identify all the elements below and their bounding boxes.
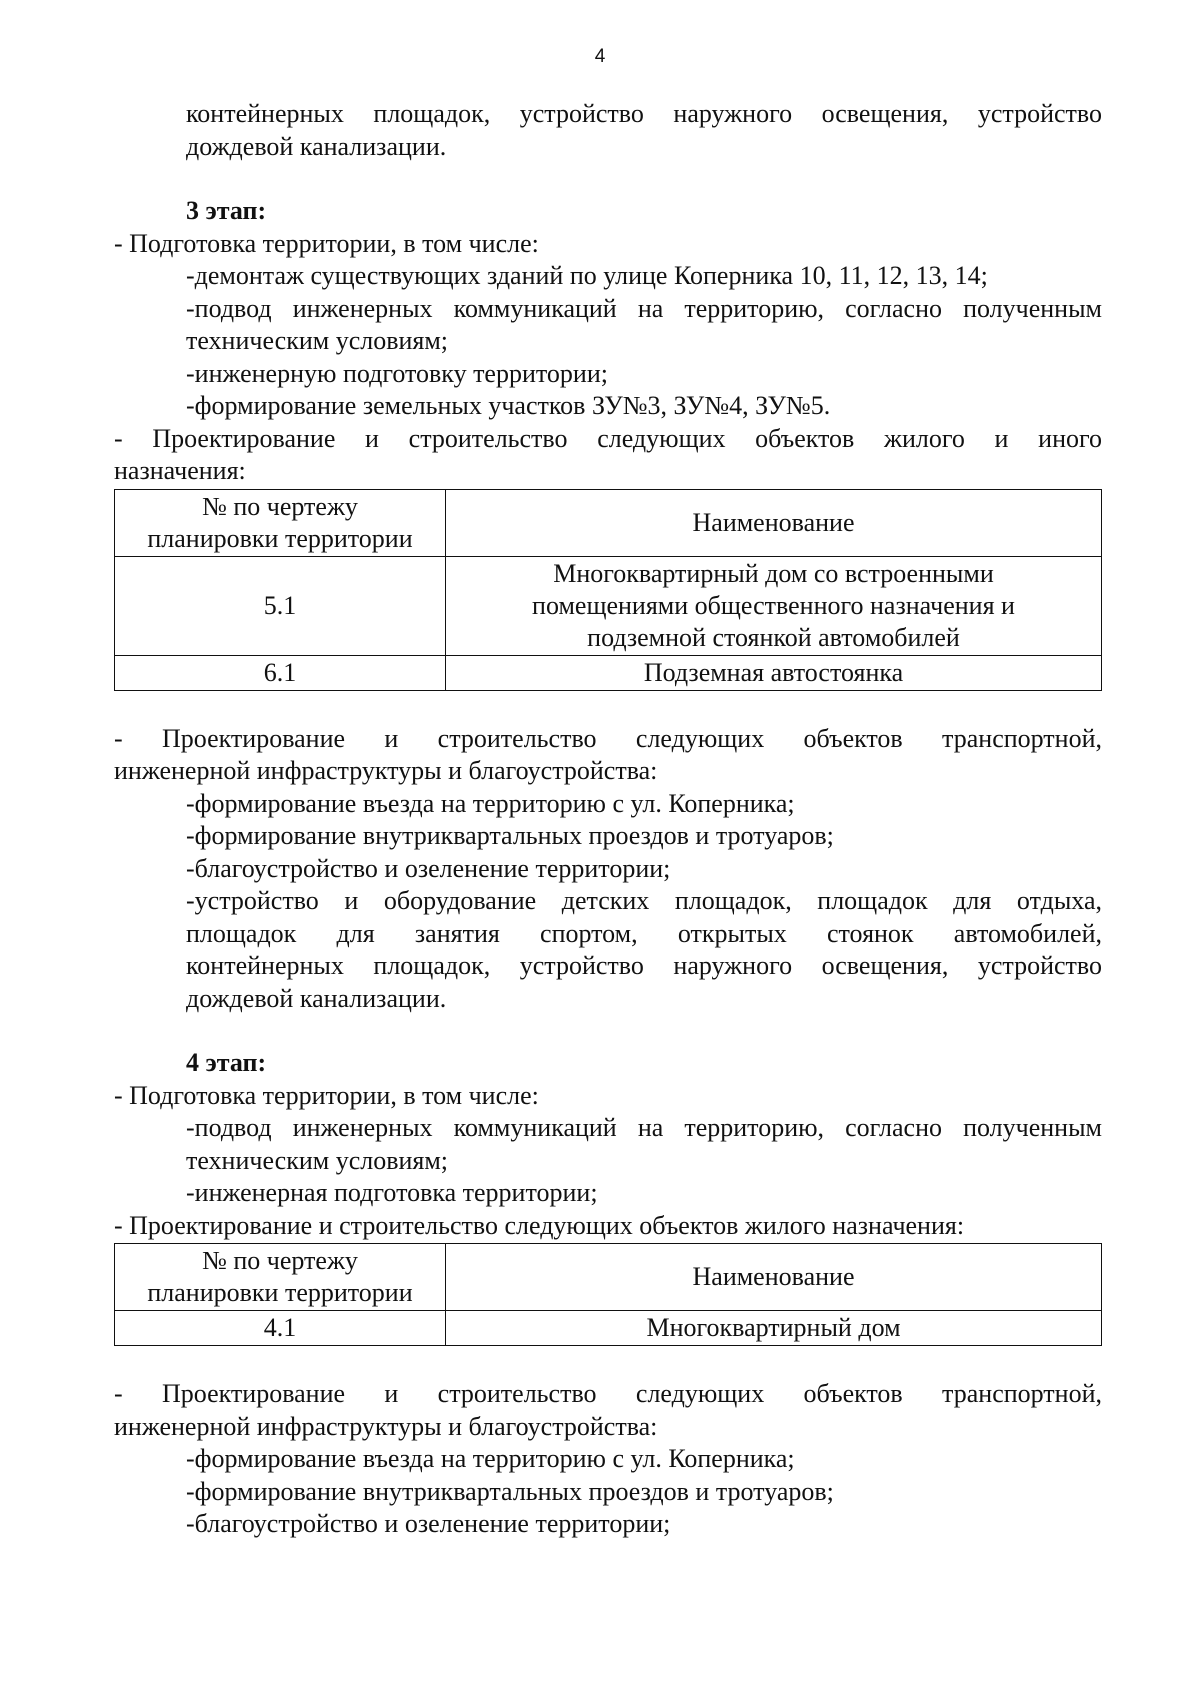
list-item: площадок для занятия спортом, открытых стоянок автомобилей,: [186, 918, 1102, 948]
page-number: 4: [594, 46, 606, 67]
cell-line: Многоквартирный дом со встроенными: [553, 558, 994, 588]
cell-name: [446, 556, 1102, 655]
list-item: -подвод инженерных коммуникаций на территорию, согласно полученным: [186, 293, 1102, 323]
list-item: контейнерных площадок, устройство наружного освещения, устройство: [186, 951, 1102, 980]
header-line: планировки территории: [147, 523, 413, 553]
list-item: техническим условиям;: [186, 1145, 449, 1175]
table-row: [115, 655, 1102, 690]
list-item: -устройство и оборудование детских площадок, площадок для отдыха,: [186, 886, 1102, 915]
header-cell: [115, 1244, 446, 1311]
list-item: -благоустройство и озеленение территории;: [186, 853, 671, 883]
text-line: инженерной инфраструктуры и благоустройства:: [114, 1411, 658, 1441]
text-line: назначения:: [114, 456, 246, 485]
text-line: - Проектирование и строительство следующих объектов жилого назначения:: [114, 1210, 965, 1240]
list-item: -инженерная подготовка территории;: [186, 1178, 598, 1207]
list-item: -формирование внутриквартальных проездов и тротуаров;: [186, 1476, 834, 1506]
list-item: -формирование земельных участков ЗУ№3, ЗУ№4, ЗУ№5.: [186, 391, 831, 420]
header-line: № по чертежу: [202, 1246, 358, 1275]
text-line: дождевой канализации.: [186, 131, 447, 161]
stage-heading: 3 этап:: [186, 196, 267, 225]
stage-heading: 4 этап:: [186, 1048, 267, 1077]
cell-number: 4.1: [115, 1311, 446, 1346]
list-item: техническим условиям;: [186, 326, 449, 355]
text-line: инженерной инфраструктуры и благоустройства:: [114, 756, 658, 785]
text-line: - Проектирование и строительство следующих объектов транспортной,: [114, 1379, 1102, 1408]
list-item: -формирование внутриквартальных проездов и тротуаров;: [186, 821, 834, 850]
cell-line: помещениями общественного назначения и: [532, 590, 1015, 620]
text-line: контейнерных площадок, устройство наружного освещения, устройство: [186, 99, 1102, 128]
text-line: - Подготовка территории, в том числе:: [114, 228, 539, 258]
cell-number: 6.1: [115, 655, 446, 690]
header-cell: Наименование: [446, 489, 1102, 556]
table-header-row: [115, 489, 1102, 556]
text-line: - Проектирование и строительство следующих объектов жилого и иного: [114, 423, 1102, 453]
header-line: планировки территории: [147, 1278, 413, 1307]
cell-name: Подземная автостоянка: [446, 655, 1102, 690]
list-item: дождевой канализации.: [186, 983, 447, 1013]
table-header-row: [115, 1244, 1102, 1311]
list-item: -формирование въезда на территорию с ул. Коперника;: [186, 1444, 795, 1473]
cell-line: подземной стоянкой автомобилей: [587, 622, 960, 652]
header-line: № по чертежу: [202, 491, 358, 521]
list-item: -подвод инженерных коммуникаций на территорию, согласно полученным: [186, 1113, 1102, 1142]
objects-table-stage3: [114, 489, 1102, 691]
page-content: [114, 98, 1102, 1541]
text-line: - Подготовка территории, в том числе:: [114, 1080, 539, 1110]
cell-number: 5.1: [115, 556, 446, 655]
header-cell: Наименование: [446, 1244, 1102, 1311]
text-line: - Проектирование и строительство следующих объектов транспортной,: [114, 723, 1102, 753]
cell-name: Многоквартирный дом: [446, 1311, 1102, 1346]
header-cell: [115, 489, 446, 556]
objects-table-stage4: [114, 1243, 1102, 1346]
list-item: -формирование въезда на территорию с ул. Коперника;: [186, 788, 795, 818]
table-row: [115, 1311, 1102, 1346]
table-row: [115, 556, 1102, 655]
list-item: -демонтаж существующих зданий по улице Коперника 10, 11, 12, 13, 14;: [186, 261, 988, 290]
list-item: -инженерную подготовку территории;: [186, 358, 608, 388]
list-item: -благоустройство и озеленение территории;: [186, 1509, 671, 1538]
